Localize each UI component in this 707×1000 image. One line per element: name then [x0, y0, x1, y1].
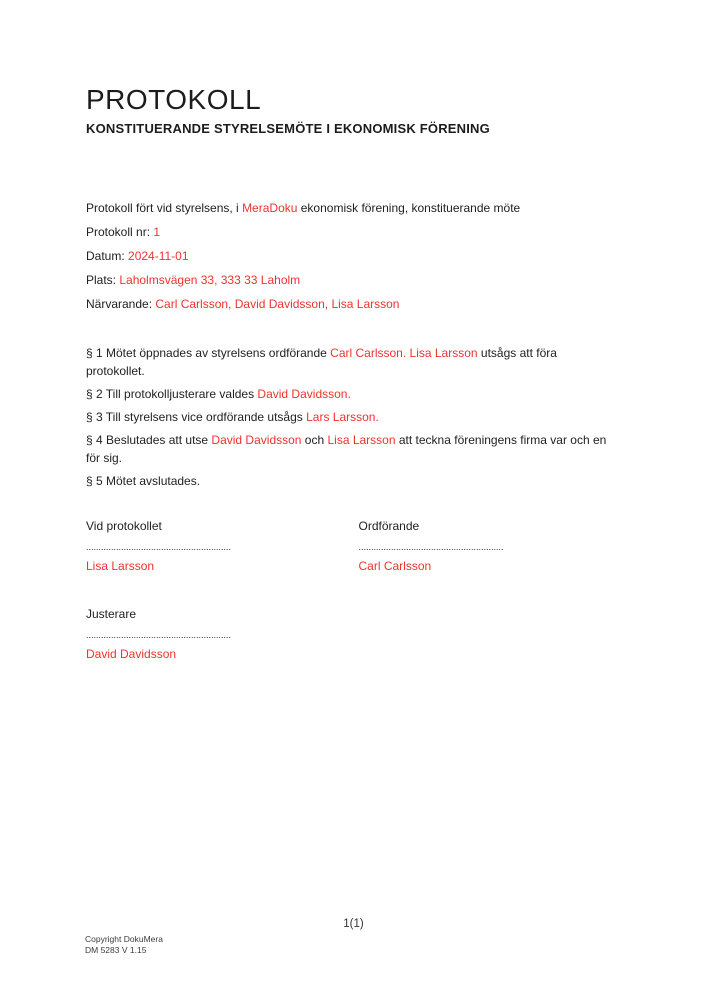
signature-name: Lisa Larsson — [86, 559, 155, 573]
document-title: PROTOKOLL — [86, 84, 262, 115]
company-name-field: MeraDoku — [242, 201, 298, 215]
signature-block-vid-protokollet — [86, 518, 359, 574]
field-value: Laholmsvägen 33, 333 33 Laholm — [119, 273, 301, 287]
signature-dotted-line: .......................................................... — [86, 542, 232, 552]
paragraph-5 — [86, 472, 631, 490]
field-value: Carl Carlsson, David Davidsson, Lisa Larsson — [155, 297, 400, 311]
signature-block-ordforande — [359, 518, 632, 574]
field-label: Närvarande: — [86, 297, 156, 311]
field-label: Protokoll nr: — [86, 225, 154, 239]
paragraph-text: för sig. — [86, 451, 123, 465]
person-name-field: Lisa Larsson — [409, 346, 478, 360]
paragraph-3 — [86, 408, 631, 426]
paragraph-text: utsågs att föra — [477, 346, 557, 360]
field-protokoll-nr — [86, 224, 631, 240]
paragraph-text: protokollet. — [86, 364, 145, 378]
paragraph-text: § 3 Till styrelsens vice ordförande utsågs — [86, 410, 307, 424]
signature-role: Vid protokollet — [86, 519, 162, 533]
person-name-field: Lisa Larsson — [327, 433, 396, 447]
field-narvarande — [86, 296, 631, 312]
paragraph-text: att teckna föreningens firma var och en — [395, 433, 607, 447]
field-label: Plats: — [86, 273, 120, 287]
signature-block-justerare — [86, 606, 373, 662]
signature-name: David Davidsson — [86, 647, 177, 661]
paragraph-2 — [86, 385, 631, 403]
paragraph-4 — [86, 431, 631, 467]
paragraph-text: § 2 Till protokolljusterare valdes — [86, 387, 258, 401]
person-name-field: David Davidsson — [211, 433, 302, 447]
signature-row-1 — [86, 518, 631, 574]
paragraph-text: § 4 Beslutades att utse — [86, 433, 212, 447]
signature-name: Carl Carlsson — [358, 559, 432, 573]
document-content — [86, 84, 631, 662]
paragraph-1 — [86, 344, 631, 380]
footer-copyright-block — [85, 934, 163, 955]
field-plats — [86, 272, 631, 288]
copyright-line: Copyright DokuMera — [85, 934, 163, 944]
signature-dotted-line: .......................................................... — [358, 542, 504, 552]
intro-block — [86, 200, 631, 320]
field-label: Datum: — [86, 249, 129, 263]
signature-dotted-line: .......................................................... — [86, 630, 232, 640]
paragraph-text: § 1 Mötet öppnades av styrelsens ordförande — [86, 346, 331, 360]
field-value: 1 — [153, 225, 161, 239]
person-name-field: Carl Carlsson. — [330, 346, 407, 360]
page-number: 1(1) — [343, 918, 364, 930]
person-name-field: Lars Larsson. — [306, 410, 379, 424]
person-name-field: David Davidsson. — [257, 387, 351, 401]
paragraph-text: § 5 Mötet avslutades. — [86, 474, 201, 488]
document-subtitle: KONSTITUERANDE STYRELSEMÖTE I EKONOMISK FÖRENING — [86, 121, 490, 136]
signature-role: Justerare — [86, 607, 137, 621]
opening-text-pre: Protokoll fört vid styrelsens, i — [86, 201, 243, 215]
field-value: 2024-11-01 — [128, 249, 189, 263]
paragraphs-block — [86, 344, 631, 495]
signature-role: Ordförande — [358, 519, 420, 533]
version-line: DM 5283 V 1.15 — [85, 944, 147, 955]
field-datum — [86, 248, 631, 264]
paragraph-text: och — [301, 433, 328, 447]
intro-opening-line — [86, 200, 631, 216]
signature-row-2 — [86, 606, 631, 662]
opening-text-post: ekonomisk förening, konstituerande möte — [297, 201, 521, 215]
